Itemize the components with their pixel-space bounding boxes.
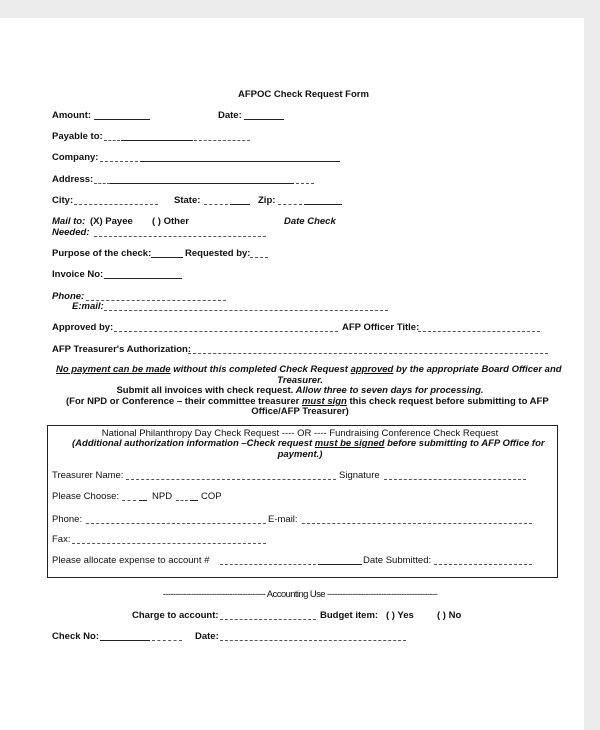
cop-checkbox-line-a[interactable]: [176, 500, 188, 501]
account-number-field-b[interactable]: [318, 564, 362, 565]
requested-by-label: Requested by:: [185, 248, 251, 259]
notice-line-4-end: this check request before submitting to AFP: [346, 396, 549, 407]
check-no-label: Check No:: [52, 631, 99, 642]
state-label: State:: [174, 195, 201, 206]
city-field[interactable]: [74, 204, 158, 205]
box-header-line-3: payment.): [277, 449, 323, 460]
invoice-field[interactable]: [104, 278, 182, 279]
npd-label: NPD: [152, 491, 173, 502]
accounting-date-field[interactable]: [220, 640, 406, 641]
state-field-b[interactable]: [230, 204, 250, 205]
phone-label: Phone:: [52, 291, 85, 302]
address-label: Address:: [52, 174, 94, 185]
approved-by-field[interactable]: [114, 331, 338, 332]
accounting-date-label: Date:: [195, 631, 219, 642]
fax-label: Fax:: [52, 534, 71, 545]
budget-no-option[interactable]: ( ) No: [437, 610, 462, 621]
notice-line-1-end: by the appropriate Board Officer and: [393, 364, 562, 375]
check-no-field-b[interactable]: [152, 640, 182, 641]
invoice-label: Invoice No:: [52, 269, 104, 280]
budget-yes-option[interactable]: ( ) Yes: [386, 610, 414, 621]
notice-submit-invoices: Submit all invoices with check request.: [116, 385, 294, 396]
mail-to-label: Mail to:: [52, 216, 86, 227]
email-label: E:mail:: [72, 301, 104, 312]
other-option[interactable]: ( ) Other: [152, 216, 189, 227]
afp-officer-title-field[interactable]: [418, 331, 540, 332]
date-check-needed-label-2: Needed:: [52, 227, 90, 238]
notice-approved: approved: [350, 364, 394, 375]
treasurer-auth-label: AFP Treasurer's Authorization:: [52, 344, 191, 355]
box-header-line-1: National Philanthropy Day Check Request ---- OR ---- Fundraising Conference Check Request: [101, 428, 499, 439]
cop-label: COP: [201, 491, 222, 502]
date-submitted-label: Date Submitted:: [363, 555, 432, 566]
notice-no-payment: No payment can be made: [56, 364, 171, 375]
check-no-field-a[interactable]: [100, 640, 150, 641]
budget-item-label: Budget item:: [320, 610, 379, 621]
amount-label: Amount:: [52, 110, 92, 121]
date-submitted-field[interactable]: [434, 564, 532, 565]
date-label: Date:: [218, 110, 242, 121]
zip-label: Zip:: [258, 195, 276, 206]
requested-by-field[interactable]: [250, 257, 268, 258]
approved-by-label: Approved by:: [52, 322, 114, 333]
address-suffix-line: [296, 183, 314, 184]
zip-field-a[interactable]: [278, 204, 302, 205]
phone-field[interactable]: [86, 300, 226, 301]
npd-checkbox-line-a[interactable]: [122, 500, 136, 501]
payable-to-label: Payable to:: [52, 131, 103, 142]
charge-to-account-field[interactable]: [220, 619, 316, 620]
date-check-needed-field[interactable]: [94, 236, 266, 237]
purpose-field[interactable]: [151, 257, 183, 258]
company-prefix-line: [100, 161, 138, 162]
notice-allow-days: Allow three to seven days for processing.: [293, 385, 484, 396]
form-title: AFPOC Check Request Form: [238, 89, 369, 100]
signature-field[interactable]: [384, 479, 526, 480]
zip-field-b[interactable]: [304, 204, 342, 205]
company-field[interactable]: [140, 161, 340, 162]
notice-must-sign: must sign: [301, 396, 347, 407]
box-email-label: E-mail:: [268, 514, 298, 525]
purpose-label: Purpose of the check:: [52, 248, 152, 259]
payee-option[interactable]: (X) Payee: [90, 216, 133, 227]
date-field[interactable]: [244, 119, 284, 120]
state-field-a[interactable]: [204, 204, 228, 205]
npd-checkbox-line-b[interactable]: [139, 500, 147, 501]
cop-checkbox-line-b[interactable]: [190, 500, 198, 501]
email-field[interactable]: [104, 310, 388, 311]
fax-field[interactable]: [72, 543, 266, 544]
box-header-line-2-start: (Additional authorization information –Check request: [72, 438, 315, 449]
accounting-header: ---------------------------------------- Accounting Use -------------------------------------------: [162, 589, 438, 600]
company-label: Company:: [52, 152, 99, 163]
box-must-be-signed: must be signed: [314, 438, 385, 449]
signature-label: Signature: [339, 470, 380, 481]
account-number-field-a[interactable]: [220, 564, 316, 565]
city-label: City:: [52, 195, 74, 206]
notice-line-2: Treasurer.: [277, 375, 323, 386]
allocate-label: Please allocate expense to account #: [52, 555, 210, 566]
date-check-needed-label-1: Date Check: [284, 216, 336, 227]
afp-officer-title-label: AFP Officer Title:: [342, 322, 420, 333]
notice-line-4-start: (For NPD or Conference – their committee treasurer: [66, 396, 302, 407]
treasurer-auth-field[interactable]: [188, 353, 548, 354]
notice-line-5: Office/AFP Treasurer): [251, 406, 349, 417]
address-prefix-line: [94, 183, 110, 184]
treasurer-name-field[interactable]: [126, 479, 336, 480]
treasurer-name-label: Treasurer Name:: [52, 470, 124, 481]
box-email-field[interactable]: [302, 523, 532, 524]
box-phone-field[interactable]: [86, 523, 266, 524]
charge-to-account-label: Charge to account:: [132, 610, 219, 621]
please-choose-label: Please Choose:: [52, 491, 120, 502]
box-header-line-2-end: before submitting to AFP Office for: [384, 438, 545, 449]
box-phone-label: Phone:: [52, 514, 83, 525]
payable-to-suffix-line: [194, 140, 250, 141]
payable-to-prefix-line: [104, 140, 120, 141]
address-field[interactable]: [110, 183, 294, 184]
amount-field[interactable]: [94, 119, 150, 120]
notice-line-1-middle: without this completed Check Request: [170, 364, 351, 375]
payable-to-field[interactable]: [121, 140, 193, 141]
